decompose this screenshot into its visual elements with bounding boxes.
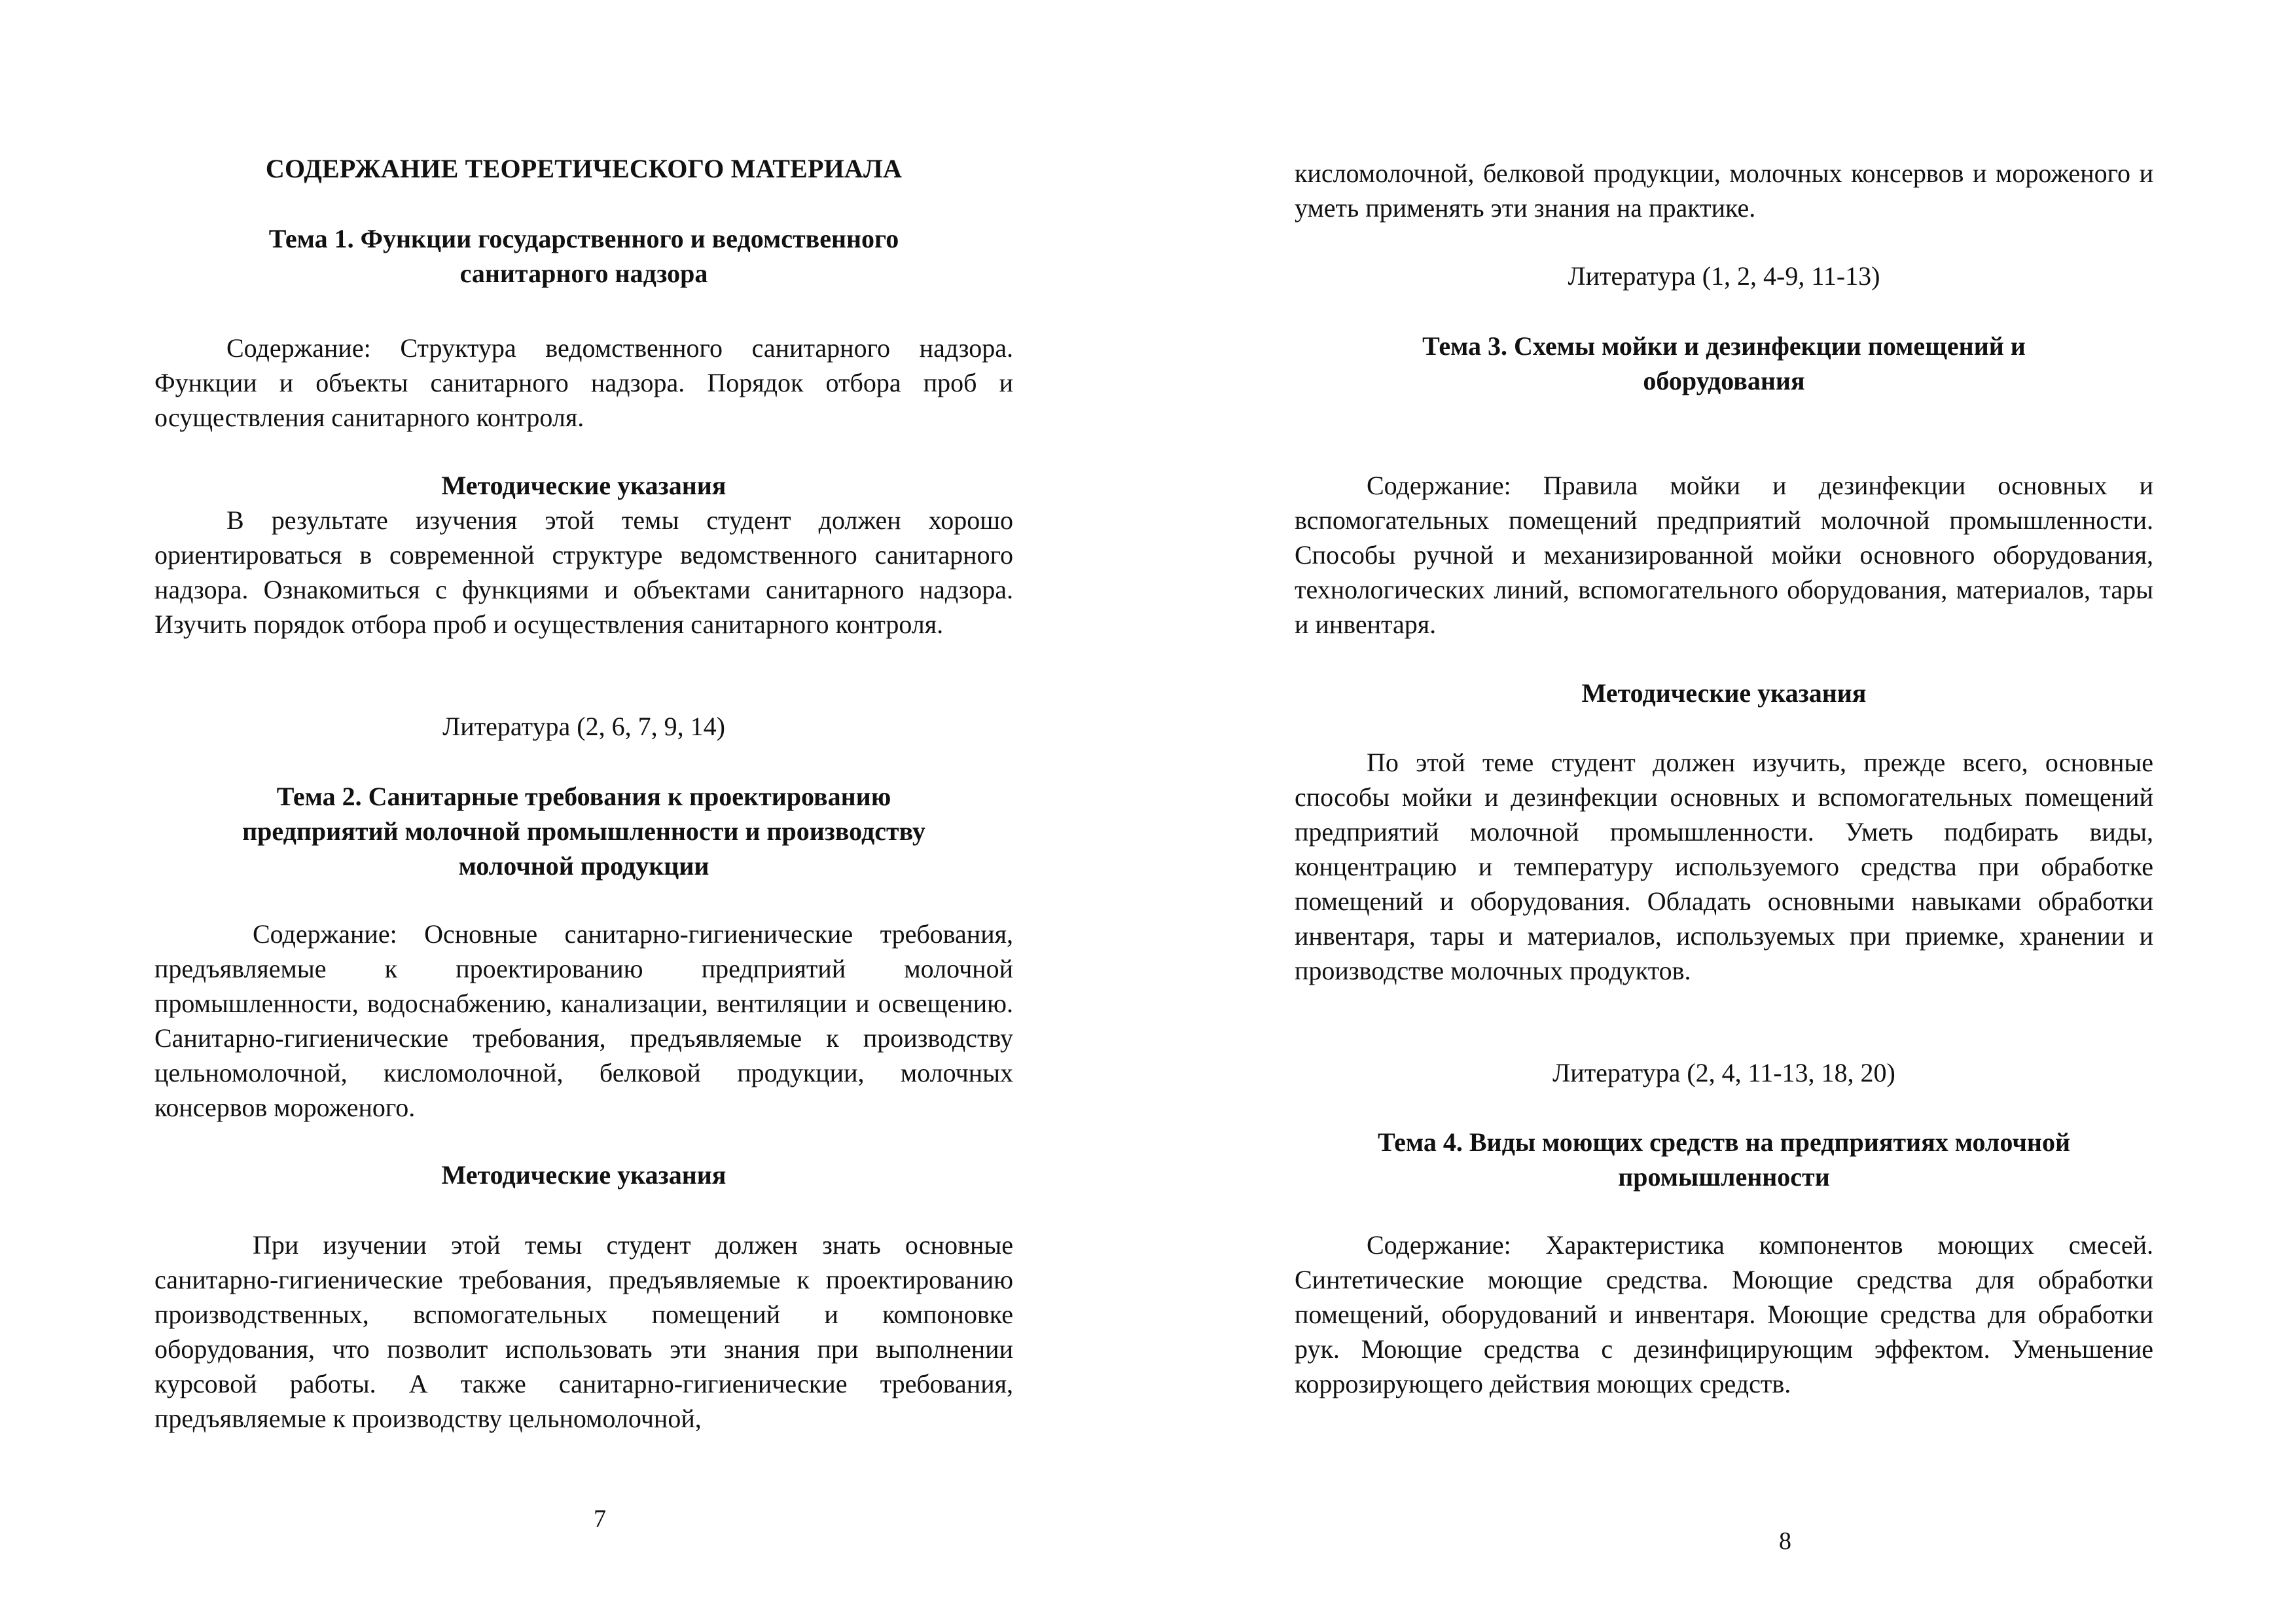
topic-3-method-heading: Методические указания — [1581, 678, 1867, 708]
topic-1-title-line: санитарного надзора — [459, 259, 708, 288]
topic-3-title-line: Тема 3. Схемы мойки и дезинфекции помещений и — [1422, 331, 2026, 361]
topic-2-title-line: Тема 2. Санитарные требования к проектированию — [276, 782, 891, 811]
topic-3-content: Содержание: Правила мойки и дезинфекции основных и вспомогательных помещений предприятий молочной промышленности. Способы ручной и механизированной мойки основного оборудования, технологических линий, вспомогательного оборудования, материалов, тары и инвентаря. — [1295, 471, 2153, 639]
topic-2-continuation: кисломолочной, белковой продукции, молочных консервов и мороженого и уметь применять эти знания на практике. — [1295, 158, 2153, 223]
topic-2-method-heading: Методические указания — [441, 1160, 726, 1190]
main-heading: СОДЕРЖАНИЕ ТЕОРЕТИЧЕСКОГО МАТЕРИАЛА — [265, 154, 903, 183]
topic-4-content: Содержание: Характеристика компонентов моющих смесей. Синтетические моющие средства. Моющие средства для обработки помещений, оборудований и инвентаря. Моющие средства для обработки рук. Моющие средства с дезинфицирующим эффектом. Уменьшение коррозирующего действия моющих средств. — [1295, 1230, 2153, 1398]
topic-4-title — [1295, 1125, 2153, 1194]
topic-1-title-line: Тема 1. Функции государственного и ведомственного — [268, 224, 899, 253]
topic-3-title — [1295, 329, 2153, 398]
topic-3-literature: Литература (2, 4, 11-13, 18, 20) — [1552, 1058, 1895, 1087]
left-page — [154, 0, 1013, 1623]
topic-1-title — [154, 221, 1013, 291]
topic-3-title-line: оборудования — [1643, 366, 1805, 395]
topic-2-content: Содержание: Основные санитарно-гигиенические требования, предъявляемые к проектированию предприятий молочной промышленности, водоснабжению, канализации, вентиляции и освещению. Санитарно-гигиенические требования, предъявляемые к производству цельномолочной, кисломолочной, белковой продукции, молочных консервов мороженого. — [154, 919, 1013, 1122]
topic-4-title-line: промышленности — [1618, 1162, 1830, 1192]
topic-1-literature: Литература (2, 6, 7, 9, 14) — [442, 712, 725, 741]
topic-4-title-line: Тема 4. Виды моющих средств на предприятиях молочной — [1377, 1127, 2070, 1157]
topic-1-method-heading: Методические указания — [441, 471, 726, 500]
topic-1-method-text: В результате изучения этой темы студент должен хорошо ориентироваться в современной структуре ведомственного санитарного надзора. Ознакомиться с функциями и объектами санитарного надзора. Изучить порядок отбора проб и осуществления санитарного контроля. — [154, 505, 1013, 639]
topic-2-literature: Литература (1, 2, 4-9, 11-13) — [1568, 261, 1880, 291]
topic-2-title — [154, 779, 1013, 883]
page-number-right: 8 — [1779, 1527, 1791, 1555]
topic-1-content: Содержание: Структура ведомственного санитарного надзора. Функции и объекты санитарного надзора. Порядок отбора проб и осуществления санитарного контроля. — [154, 333, 1013, 432]
topic-2-method-text: При изучении этой темы студент должен знать основные санитарно-гигиенические требования, предъявляемые к проектированию производственных, вспомогательных помещений и компоновке оборудования, что позволит использовать эти знания при выполнении курсовой работы. А также санитарно-гигиенические требования, предъявляемые к производству цельномолочной, — [154, 1230, 1013, 1433]
right-page — [1295, 0, 2153, 1623]
page-number-left: 7 — [594, 1505, 606, 1533]
topic-3-method-text: По этой теме студент должен изучить, прежде всего, основные способы мойки и дезинфекции основных и вспомогательных помещений предприятий молочной промышленности. Уметь подбирать виды, концентрацию и температуру используемого средства при обработке помещений и оборудования. Обладать основными навыками обработки инвентаря, тары и материалов, используемых при приемке, хранении и производстве молочных продуктов. — [1295, 748, 2153, 985]
topic-2-title-line: молочной продукции — [458, 851, 709, 881]
topic-2-title-line: предприятий молочной промышленности и производству — [242, 816, 925, 846]
